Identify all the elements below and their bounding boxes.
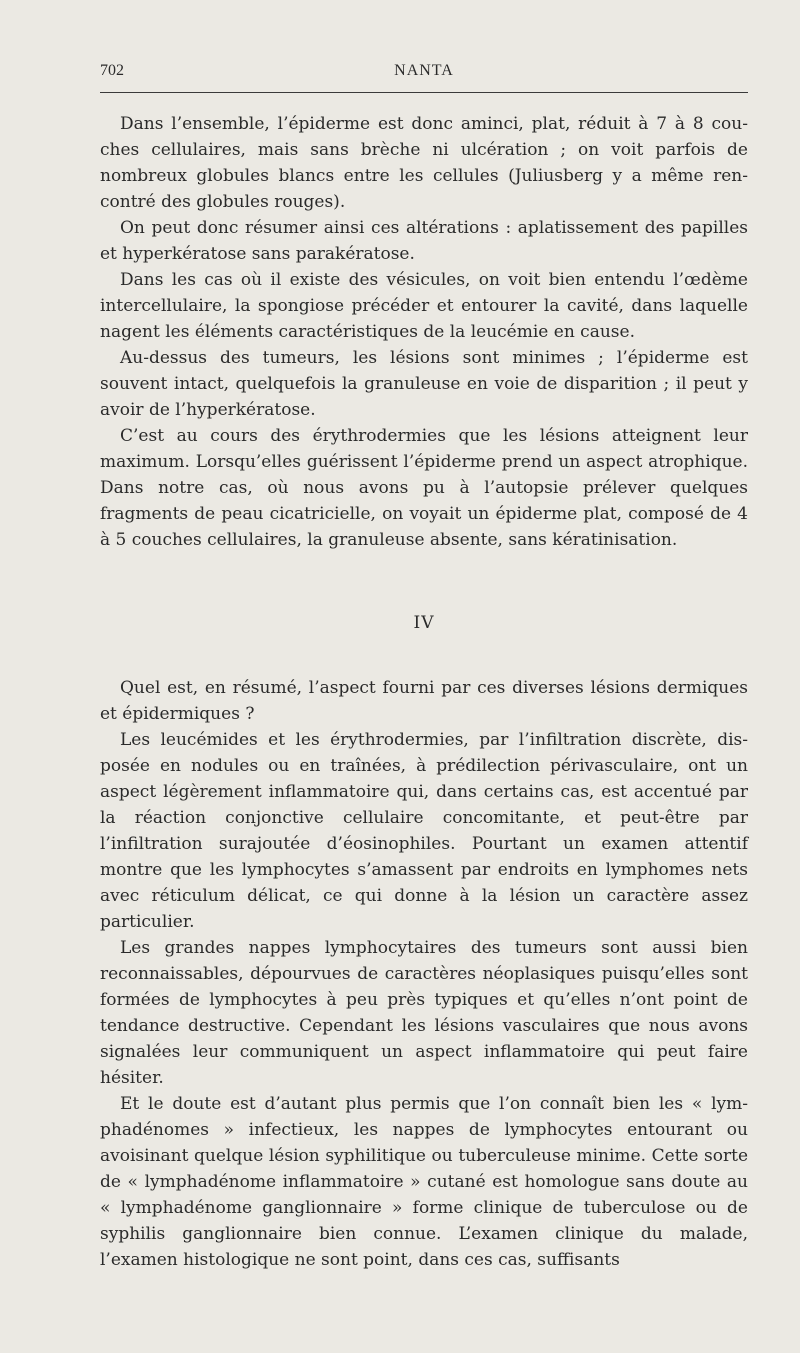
running-head-title: NANTA <box>394 62 454 79</box>
section-heading: IV <box>413 613 435 633</box>
body-text <box>100 111 748 1273</box>
page-number: 702 <box>100 62 124 79</box>
header-rule <box>100 92 748 93</box>
paragraph: Dans l’ensemble, l’épiderme est donc aminci, plat, réduit à 7 à 8 couches cellulaires, mais sans brèche ni ulcération ; on voit parfois de nombreux globules blancs entre les cellules (Juliusberg y a même rencontré des globules rouges). <box>100 114 748 212</box>
paragraph: On peut donc résumer ainsi ces altérations : aplatissement des papilles et hyperkératose sans parakératose. <box>100 218 748 264</box>
paragraph: C’est au cours des érythrodermies que les lésions atteignent leur maximum. Lorsqu’elles guérissent l’épiderme prend un aspect atrophique. Dans notre cas, où nous avons pu à l’autopsie prélever quelques fragments de peau cicatricielle, on voyait un épiderme plat, composé de 4 à 5 couches cellulaires, la granuleuse absente, sans kératinisation. <box>100 426 748 550</box>
paragraph: Dans les cas où il existe des vésicules, on voit bien entendu l’œdème intercellulaire, la spongiose précéder et entourer la cavité, dans laquelle nagent les éléments caractéristiques de la leucémie en cause. <box>100 270 748 342</box>
paragraph: Quel est, en résumé, l’aspect fourni par ces diverses lésions dermiques et épidermiques ? <box>100 678 748 724</box>
paragraph: Et le doute est d’autant plus permis que l’on connaît bien les « lymphadénomes » infectieux, les nappes de lymphocytes entourant ou avoisinant quelque lésion syphilitique ou tuberculeuse minime. Cette sorte de « lymphadénome inflammatoire » cutané est homologue sans doute au « lymphadénome ganglionnaire » forme clinique de tuberculose ou de syphilis ganglionnaire bien connue. L’examen clinique du malade, l’examen histologique ne sont point, dans ces cas, suffisants <box>100 1094 748 1270</box>
paragraph: Au-dessus des tumeurs, les lésions sont minimes ; l’épiderme est souvent intact, quelquefois la granuleuse en voie de disparition ; il peut y avoir de l’hyperkératose. <box>100 348 748 420</box>
paragraph: Les grandes nappes lymphocytaires des tumeurs sont aussi bien reconnaissables, dépourvues de caractères néoplasiques puisqu’elles sont formées de lymphocytes à peu près typiques et qu’elles n’ont point de tendance destructive. Cependant les lésions vasculaires que nous avons signalées leur communiquent un aspect inflammatoire qui peut faire hésiter. <box>100 938 748 1088</box>
running-head <box>100 60 748 82</box>
paragraph: Les leucémides et les érythrodermies, par l’infiltration discrète, disposée en nodules ou en traînées, à prédilection périvasculaire, ont un aspect légèrement inflammatoire qui, dans certains cas, est accentué par la réaction conjonctive cellulaire concomitante, et peut-être par l’infiltration surajoutée d’éosinophiles. Pourtant un examen attentif montre que les lymphocytes s’amassent par endroits en lymphomes nets avec réticulum délicat, ce qui donne à la lésion un caractère assez particulier. <box>100 730 748 932</box>
